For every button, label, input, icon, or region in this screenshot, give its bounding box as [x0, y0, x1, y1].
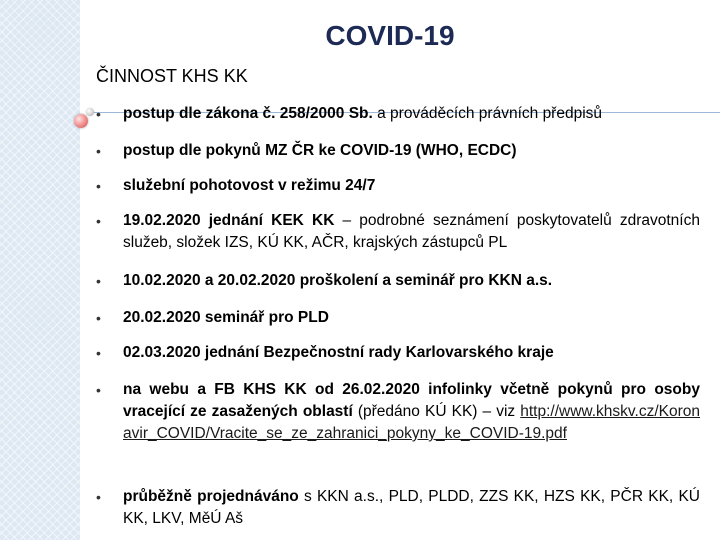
- decorative-side-band: [0, 0, 80, 540]
- bullet-text: služební pohotovost v režimu 24/7: [123, 177, 376, 194]
- bullet-text: postup dle zákona č. 258/2000 Sb. a prováděcích právních předpisů: [123, 105, 603, 122]
- bullet-dot-icon: •: [96, 310, 101, 326]
- bullet-item: [96, 270, 700, 292]
- covid-guidelines-link[interactable]: http://www.khskv.cz/Koronavir_COVID/Vracite_se_ze_zahranici_pokyny_ke_COVID-19.pdf: [123, 403, 700, 442]
- bullet-dot-icon: •: [96, 106, 101, 122]
- bullet-item: [96, 342, 700, 364]
- bullet-item: [96, 379, 700, 445]
- slide-subtitle: ČINNOST KHS KK: [96, 66, 248, 86]
- bullet-text: 19.02.2020 jednání KEK KK – podrobné seznámení poskytovatelů zdravotních služeb, složek IZS, KÚ KK, AČR, krajských zástupců PL: [123, 212, 700, 251]
- bullet-item: [96, 140, 700, 162]
- bullet-item: [96, 103, 700, 125]
- bullet-text: 10.02.2020 a 20.02.2020 proškolení a seminář pro KKN a.s.: [123, 272, 553, 289]
- bullet-dot-icon: •: [96, 489, 101, 505]
- bullet-text: postup dle pokynů MZ ČR ke COVID-19 (WHO, ECDC): [123, 142, 517, 159]
- bullet-dot-icon: •: [96, 345, 101, 361]
- bullet-dot-icon: •: [96, 213, 101, 229]
- bullet-dot-icon: •: [96, 178, 101, 194]
- bullet-text: na webu a FB KHS KK od 26.02.2020 infolinky včetně pokynů pro osoby vracející ze zasažených oblastí (předáno KÚ KK) – viz http://www.khskv.cz/Koronavir_COVID/Vracite_se_ze_zahranici_pokyny_ke_COVID-19.pdf: [123, 381, 700, 442]
- slide-title: COVID-19: [325, 20, 455, 51]
- bullet-item: [96, 175, 700, 197]
- bullet-item: [96, 486, 700, 530]
- bullet-text: průběžně projednáváno s KKN a.s., PLD, PLDD, ZZS KK, HZS KK, PČR KK, KÚ KK, LKV, MěÚ Aš: [123, 488, 700, 527]
- bullet-dot-icon: •: [96, 143, 101, 159]
- bullet-text: 02.03.2020 jednání Bezpečnostní rady Karlovarského kraje: [123, 344, 554, 361]
- bullet-item: [96, 210, 700, 254]
- decorative-orb-icon: [74, 114, 88, 128]
- bullet-text: 20.02.2020 seminář pro PLD: [123, 309, 329, 326]
- bullet-item: [96, 307, 700, 329]
- decorative-small-orb-icon: [86, 108, 94, 116]
- bullet-dot-icon: •: [96, 273, 101, 289]
- bullet-dot-icon: •: [96, 382, 101, 398]
